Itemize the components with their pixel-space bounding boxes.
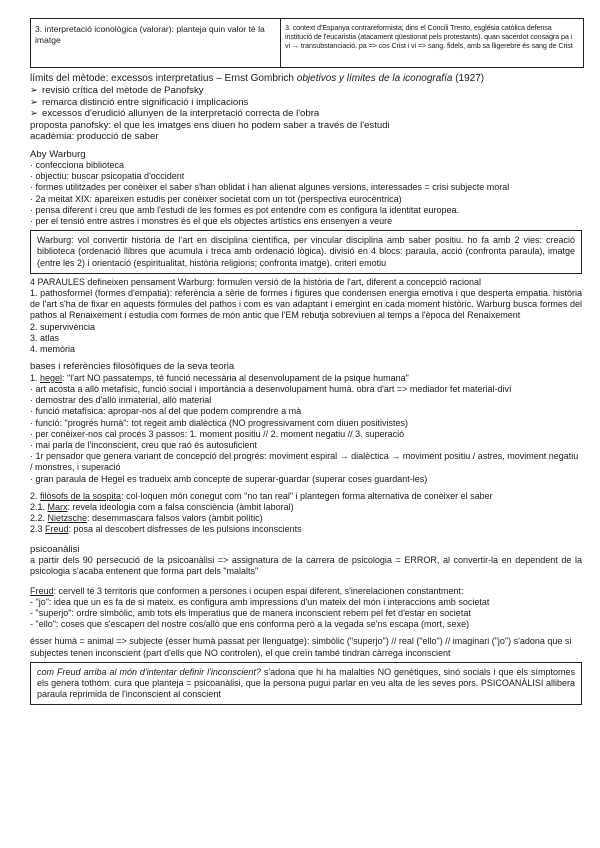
- arrow-bullet-icon: ➢: [30, 96, 39, 108]
- arrow-bullet-icon: ➢: [30, 108, 39, 119]
- hegel-name: hegel: [40, 372, 63, 383]
- list-item: · art acosta a allò metafísic, funció social i importància a desenvolupament humà. obra d'art => mediador fet material-diví: [30, 383, 512, 394]
- warburg-heading: Aby Warburg: [30, 148, 86, 160]
- nietzsche-line: 2.2. Nietzsche: desemmascara falsos valors (àmbit polític): [30, 513, 263, 524]
- warburg-summary-box: Warburg: vol convertir història de l'art en disciplina científica, per vincular disciplina amb saber positiu. ho fa amb 2 vies: creació biblioteca (ordenació llibres que acumula i treca amb ordenació lògica). divisió en 4 blocs: paraula, acció (confronta paraula), imatge (entre les 2) i orientació (espiritualitat, història religions; confronta imatge). criteri emotiu: [30, 230, 582, 274]
- limits-heading: límits del mètode: excessos interpretatius – Ernst Gombrich objetivos y límites de la iconografía (1927): [30, 73, 485, 84]
- subject-paragraph: ésser humà = animal => subjecte (ésser humà passat per llenguatge): simbòlic ("superjo") // real ("ello") // imaginari ("jo") s'adona que si subjectes tenen inconscient (part d'ells que NO controlen), el que creïn també tindran càrrega inconscient: [30, 636, 572, 658]
- freud-answer: s'adona que hi ha malalties NO genètiques, sinó socials i que els símptomes els genera tothom. cura que planteja = psicoanàlisi, que la persona pugui parlar en veu alta de les seves pors. PSICOANÀLISI allibera paraula reprimida de l'inconscient al conscient: [37, 666, 576, 700]
- freud-question-box: [30, 662, 582, 706]
- freud-name: Freud: [45, 524, 69, 535]
- bases-heading: bases i referències filosòfiques de la seva teoria: [30, 361, 235, 373]
- list-item: · 2a meitat XIX: apareixen estudis per conèixer societat com un tot (perspectiva eurocèntrica): [30, 193, 402, 204]
- list-item: 2. supervivència: [30, 321, 96, 332]
- list-item: · gran paraula de Hegel es tradueix amb concepte de superar-guardar (superar coses guardant-les): [30, 473, 428, 484]
- table-cell-left: 3. interpretació iconològica (valorar): planteja quin valor té la imatge: [31, 19, 281, 67]
- marx-line: 2.1. Marx: revela ideologia com a falsa consciència (àmbit laboral): [30, 501, 294, 512]
- list-item: · formes utilitzades per conèixer el saber s'han oblidat i han alienat algunes versions, interessades = crisi subjecte moral: [30, 182, 510, 193]
- psico-heading: psicoanàlisi: [30, 543, 80, 555]
- list-item: - "ello": coses que s'escapen del nostre cos/allò que ens conforma però a la vegada se'ns escapa (mort, sexe): [30, 619, 470, 630]
- summary-table: [30, 18, 584, 68]
- list-item: · mai parla de l'inconscient, creu que raó és autosuficient: [30, 439, 257, 450]
- list-item: · demostrar des d'allò inmaterial, allò material: [30, 395, 212, 406]
- freud-name: Freud: [30, 585, 54, 596]
- notes-body: [30, 73, 582, 708]
- list-item: - "jo": idea que un es fa de si mateix. es configura amb impressions d'un mateix del món i interaccions amb societat: [30, 596, 490, 607]
- list-item: - "superjo": ordre simbòlic, amb tots els imperatius que de manera inconscient rebem pel fet d'estar en societat: [30, 607, 471, 618]
- suspicion-term: filòsofs de la sospita: [40, 490, 122, 501]
- suspicion-line: 2. filòsofs de la sospita: col·loquen món conegut com "no tan real" i plantegen forma alternativa de conèixer el saber: [30, 490, 493, 501]
- panofsky-proposal: proposta panofsky: el que les imatges ens diuen ho podem saber a través de l'estudi: [30, 119, 390, 131]
- academy-line: acadèmia: producció de saber: [30, 131, 159, 142]
- list-item: · per conèixer-nos cal procés 3 passos: 1. moment positiu // 2. moment negatiu // 3. superació: [30, 428, 405, 439]
- limits-bullet: ➢ revisió crítica del mètode de Panofsky: [30, 85, 204, 96]
- arrow-bullet-icon: ➢: [30, 85, 39, 96]
- freud-territories-line: Freud: cervell té 3 territoris que conformen a persones i ocupen espai diferent, s'inerelacionen constantment:: [30, 585, 464, 596]
- list-item: · pensa diferent i creu que amb l'estudi de les formes es pot entendre com es configura la identitat europea.: [30, 204, 459, 215]
- psico-paragraph: a partir dels 90 persecució de la psicoanàlisi => assignatura de la carrera de psicologia = ERROR, al convertir-la en dependent de la psicologia s'acaba entenent que forma part dels "malalts": [30, 555, 582, 577]
- freud-line: 2.3 Freud: posa al descobert disfresses de les pulsions inconscients: [30, 524, 302, 535]
- table-cell-right: 3. context d'Espanya contrareformista; dins el Concili Trento, església catòlica defensa institució de l'eucaristia (atacament qüestionat pels protestants). quan sacerdot consagra pa i vi → transubstanciació. pa => cos Crist i vi => sang. fidels, amb sa lligerebre és sang de Crist: [285, 23, 573, 50]
- nietzsche-name: Nietzsche: [47, 513, 88, 524]
- list-item: 4. memòria: [30, 344, 76, 355]
- list-item: · funció metafísica: apropar-nos al del que podem comprendre a mà: [30, 406, 302, 417]
- list-item: · per el tensió entre astres i monstres és el que els objectes artístics ens ensenyen a veure: [30, 216, 393, 227]
- limits-bullet: ➢ excessos d'erudició allunyen de la interpretació correcta de l'obra: [30, 108, 320, 119]
- limits-bullet: ➢ remarca distinció entre significació i implicacions: [30, 96, 249, 108]
- list-item: · objectiu: buscar psicopatia d'occident: [30, 171, 185, 182]
- list-item: · funció: "progrés humà": tot regeit amb dialèctica (NO progressivament com diuen positivistes): [30, 417, 409, 428]
- marx-name: Marx: [47, 501, 68, 512]
- list-item: · 1r pensador que genera variant de concepció del progrés: moviment espiral → dialèctica → moviment positiu / astres, moviment negatiu / monstres, i superació: [30, 451, 579, 473]
- paraules-intro: 4 PARAULES defineixen pensament Warburg: formulen versió de la història de l'art, diferent a concepció racional: [30, 276, 481, 287]
- list-item: · confecciona biblioteca: [30, 160, 125, 170]
- hegel-line: 1. hegel: "l'art NO passatemps, té funció necessària al desenvolupament de la psique humana": [30, 372, 409, 383]
- list-item: 3. atlas: [30, 332, 60, 343]
- pathosformel-paragraph: 1. pathosformel (formes d'empatia): referència a sèrie de formes i figures que condensen energia emotiva i que desperta empatia. història de l'art s'ha de fixar en aquests fórmules del pathos i com es van adaptant i emergint en cada moment històric. Warburg busca formes del pathos al Renaixement i estudia com formes de món antic que l'EM rebutja sobreviuen al temps a l'època del Renaixement: [30, 288, 582, 321]
- book-title: objetivos y límites de la iconografía: [296, 73, 453, 84]
- freud-question: com Freud arriba al món d'intentar definir l'inconscient?: [37, 666, 261, 677]
